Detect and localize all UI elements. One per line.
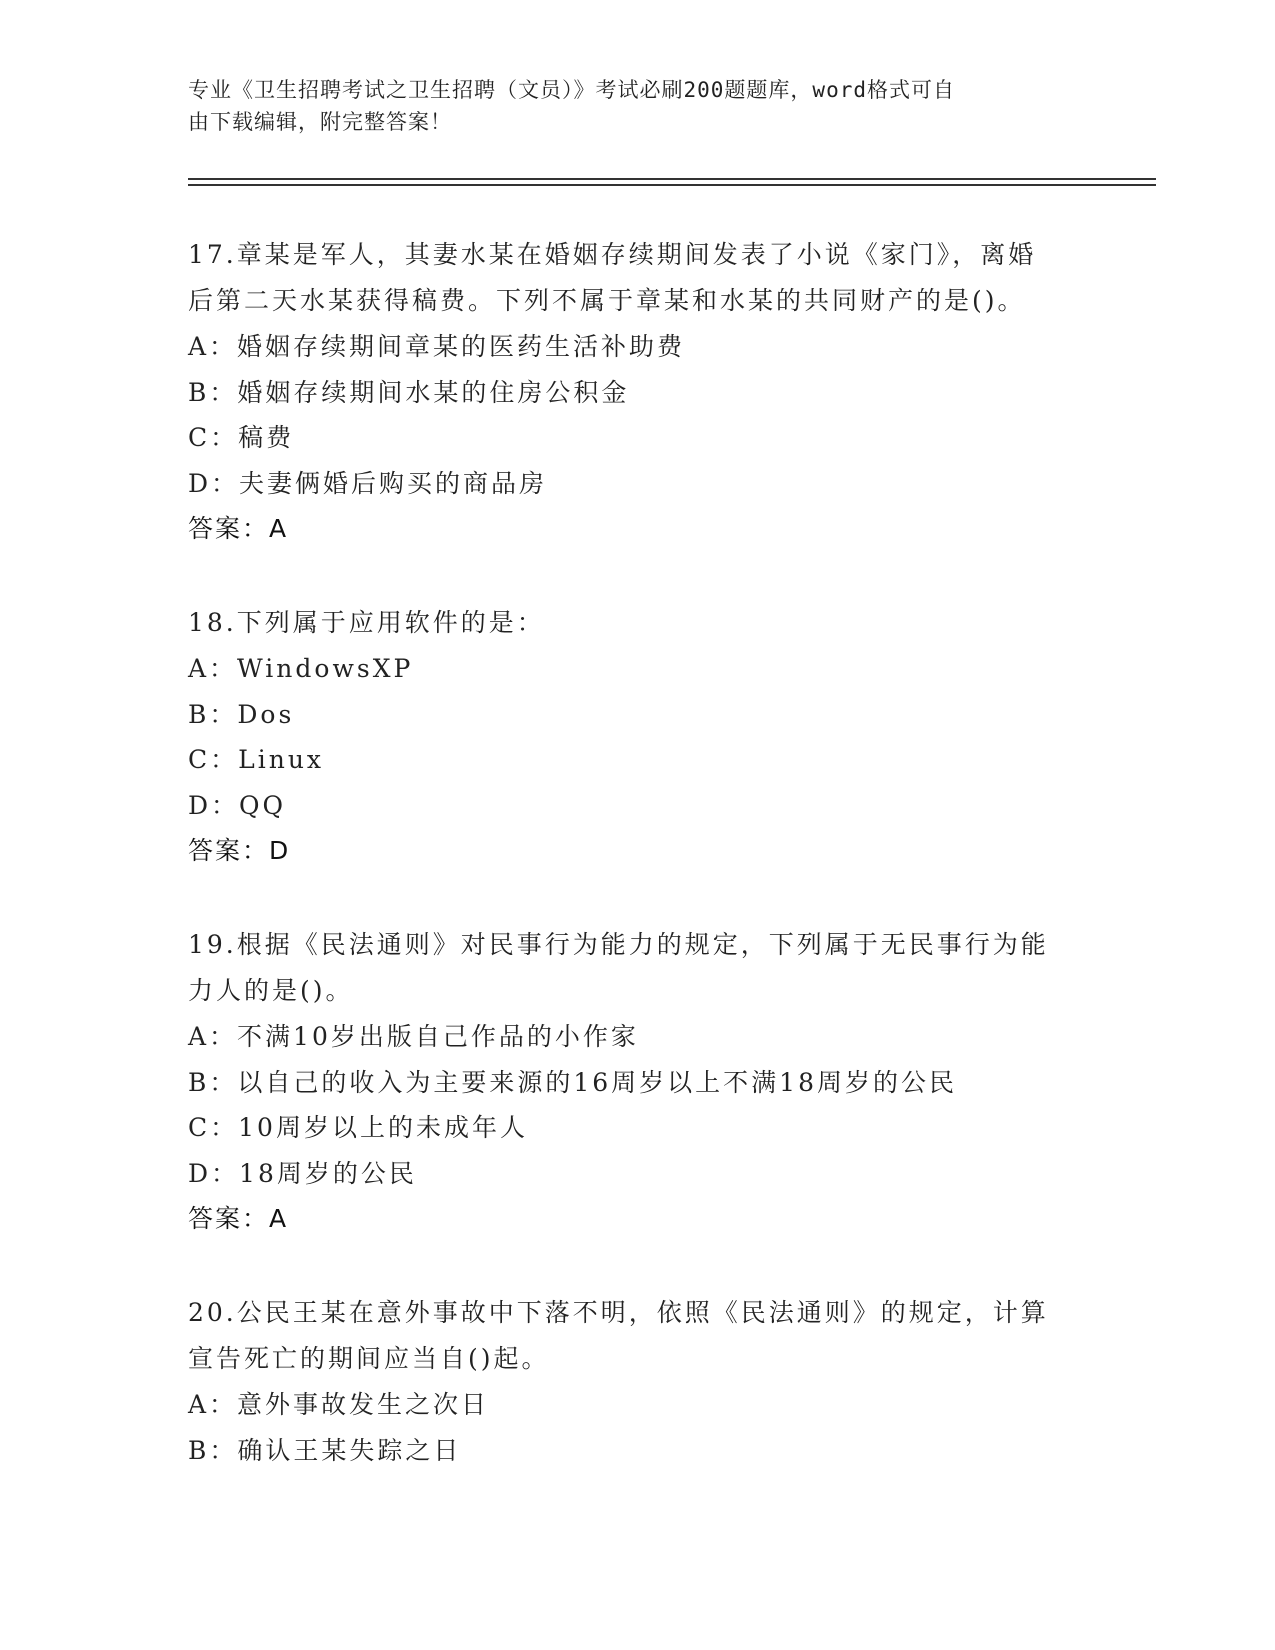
question-19 [188, 922, 1088, 1242]
option-d: D：夫妻俩婚后购买的商品房 [188, 468, 548, 498]
question-list [188, 232, 1088, 1521]
question-stem-line-2: 宣告死亡的期间应当自()起。 [188, 1344, 550, 1373]
option-c: C：10周岁以上的未成年人 [188, 1113, 528, 1142]
document-header [188, 74, 1088, 138]
question-stem-line-2: 后第二天水某获得稿费。下列不属于章某和水某的共同财产的是()。 [188, 286, 1026, 315]
option-b: B：Dos [188, 699, 295, 729]
option-a: A：意外事故发生之次日 [188, 1390, 490, 1419]
question-18 [188, 600, 1088, 874]
header-line-1: 专业《卫生招聘考试之卫生招聘（文员）》考试必刷200题题库，word格式可自 [188, 78, 955, 102]
question-stem-line-1: 20.公民王某在意外事故中下落不明，依照《民法通则》的规定，计算 [188, 1298, 1049, 1327]
header-divider-top [188, 178, 1156, 180]
question-stem-line-1: 17.章某是军人，其妻水某在婚姻存续期间发表了小说《家门》，离婚 [188, 240, 1037, 269]
answer-line: 答案：A [188, 514, 289, 543]
question-stem-line-2: 力人的是()。 [188, 976, 354, 1005]
answer-line: 答案：A [188, 1204, 289, 1233]
option-a: A：婚姻存续期间章某的医药生活补助费 [188, 332, 686, 361]
option-b: B：确认王某失踪之日 [188, 1435, 462, 1465]
answer-line: 答案：D [188, 836, 291, 865]
question-stem-line-1: 18.下列属于应用软件的是： [188, 608, 545, 637]
option-d: D：QQ [188, 790, 287, 820]
option-a: A：WindowsXP [188, 654, 414, 683]
question-stem-line-1: 19.根据《民法通则》对民事行为能力的规定，下列属于无民事行为能 [188, 930, 1049, 959]
option-c: C：Linux [188, 745, 325, 774]
option-b: B：以自己的收入为主要来源的16周岁以上不满18周岁的公民 [188, 1067, 957, 1097]
header-divider-bottom [188, 184, 1156, 186]
option-c: C：稿费 [188, 423, 295, 452]
option-b: B：婚姻存续期间水某的住房公积金 [188, 377, 630, 407]
header-line-2: 由下载编辑，附完整答案！ [188, 110, 452, 134]
option-d: D：18周岁的公民 [188, 1158, 417, 1188]
option-a: A：不满10岁出版自己作品的小作家 [188, 1022, 639, 1051]
question-17 [188, 232, 1088, 552]
question-20 [188, 1290, 1088, 1473]
